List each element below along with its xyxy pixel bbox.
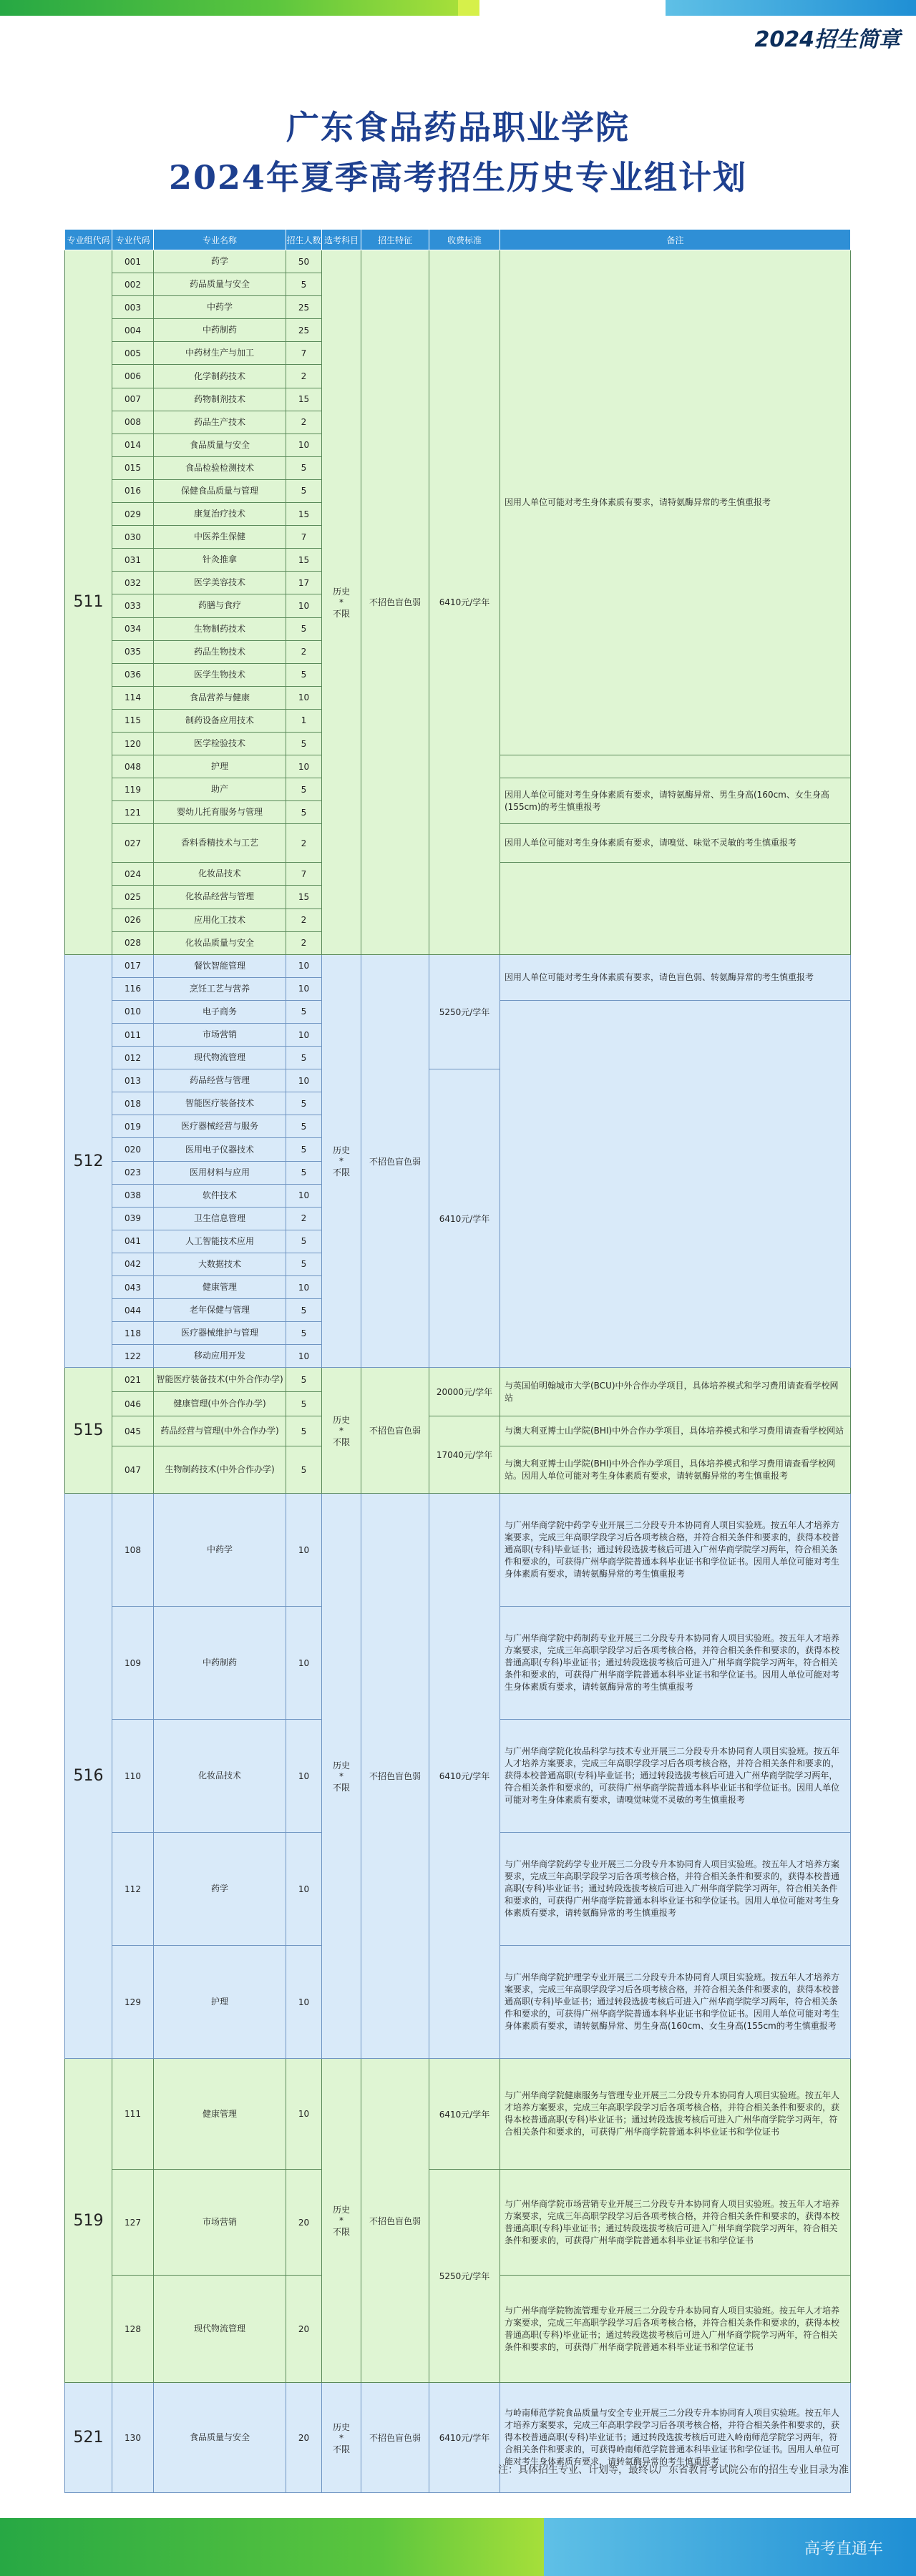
table-header-row <box>65 230 851 250</box>
major-name: 智能医疗装备技术 <box>154 1092 286 1115</box>
major-name: 健康管理 <box>154 1276 286 1299</box>
remark: 与广州华商学院中药学专业开展三二分段专升本协同育人项目实验班。按五年人才培养方案要求，完成三年高职学段学习后各项考核合格，并符合相关条件和要求的，获得本校普通高职(专科)毕业证书；通过转段选拔考核后可进入广州华商学院学习两年，符合相关条件和要求的，可获得广州华商学院普通本科毕业证书和学位证书。因用人单位可能对考生身体素质有要求，请转氨酶异常的考生慎重报考 <box>500 1494 851 1607</box>
major-code: 034 <box>112 617 154 640</box>
remark: 与广州华商学院护理学专业开展三二分段专升本协同育人项目实验班。按五年人才培养方案要求，完成三年高职学段学习后各项考核合格，并符合相关条件和要求的，获得本校普通高职(专科)毕业证书；通过转段选拔考核后可进入广州华商学院学习两年，符合相关条件和要求的，可获得广州华商学院普通本科毕业证书和学位证书。因用人单位可能对考生身体素质有要求，请转氨酶异常、男生身高(160cm、女生身高(155cm的考生慎重报考 <box>500 1946 851 2059</box>
major-name: 针灸推拿 <box>154 549 286 572</box>
major-code: 042 <box>112 1253 154 1275</box>
column-header: 招生特征 <box>361 230 429 250</box>
fee-standard: 6410元/学年 <box>429 2383 500 2493</box>
fee-standard: 6410元/学年 <box>429 1069 500 1368</box>
major-code: 024 <box>112 863 154 886</box>
enroll-count: 10 <box>286 1494 322 1607</box>
major-code: 035 <box>112 640 154 663</box>
table-row <box>65 2170 851 2276</box>
enroll-count: 15 <box>286 503 322 526</box>
enroll-count: 10 <box>286 1720 322 1833</box>
major-code: 015 <box>112 456 154 479</box>
remark: 与广州华商学院药学专业开展三二分段专升本协同育人项目实验班。按五年人才培养方案要求，完成三年高职学段学习后各项考核合格，并符合相关条件和要求的，获得本校普通高职(专科)毕业证书；通过转段选拔考核后可进入广州华商学院学习两年，符合相关条件和要求的，可获得广州华商学院普通本科毕业证书和学位证书。因用人单位可能对考生身体素质有要求，请转氨酶异常的考生慎重报考 <box>500 1833 851 1946</box>
top-banner-blue <box>666 0 916 16</box>
footnote: 注：具体招生专业、计划等，最终以广东省教育考试院公布的招生专业目录为准 <box>498 2464 849 2476</box>
enroll-count: 10 <box>286 1276 322 1299</box>
remark: 与澳大利亚博士山学院(BHI)中外合作办学项目，具体培养模式和学习费用请查看学校网站。因用人单位可能对考生身体素质有要求，请转氨酶异常的考生慎重报考 <box>500 1446 851 1494</box>
major-name: 医疗器械经营与服务 <box>154 1115 286 1138</box>
major-code: 120 <box>112 732 154 755</box>
table-row <box>65 1368 851 1392</box>
major-code: 108 <box>112 1494 154 1607</box>
table-body <box>65 250 851 2493</box>
major-code: 032 <box>112 572 154 594</box>
fee-standard: 5250元/学年 <box>429 2170 500 2383</box>
major-code: 119 <box>112 778 154 801</box>
major-code: 013 <box>112 1069 154 1092</box>
enroll-count: 7 <box>286 342 322 365</box>
watermark: 高考直通车 <box>804 2540 883 2558</box>
major-code: 027 <box>112 824 154 863</box>
enroll-count: 5 <box>286 1299 322 1322</box>
group-code: 512 <box>65 954 112 1368</box>
enroll-count: 2 <box>286 365 322 388</box>
remark-empty <box>500 863 851 954</box>
major-name: 健康管理(中外合作办学) <box>154 1392 286 1416</box>
subject-requirement: 历史 * 不限 <box>322 1494 361 2059</box>
major-name: 餐饮智能管理 <box>154 954 286 977</box>
enroll-count: 10 <box>286 686 322 709</box>
enroll-count: 5 <box>286 1000 322 1023</box>
subject-requirement: 历史 * 不限 <box>322 1368 361 1494</box>
remark: 因用人单位可能对考生身体素质有要求，请色盲色弱、转氨酶异常的考生慎重报考 <box>500 954 851 1000</box>
major-name: 药学 <box>154 1833 286 1946</box>
major-name: 市场营销 <box>154 1024 286 1047</box>
major-name: 药品生产技术 <box>154 411 286 434</box>
major-code: 002 <box>112 273 154 296</box>
major-code: 121 <box>112 801 154 824</box>
remark-empty <box>500 1000 851 1368</box>
enroll-count: 2 <box>286 640 322 663</box>
enroll-count: 5 <box>286 732 322 755</box>
enroll-feature: 不招色盲色弱 <box>361 954 429 1368</box>
major-name: 化学制药技术 <box>154 365 286 388</box>
page-title-line1: 广东食品药品职业学院 <box>286 108 630 147</box>
major-code: 018 <box>112 1092 154 1115</box>
column-header: 选考科目 <box>322 230 361 250</box>
group-code: 516 <box>65 1494 112 2059</box>
enroll-count: 2 <box>286 931 322 954</box>
major-name: 中医养生保健 <box>154 526 286 549</box>
enroll-count: 5 <box>286 1392 322 1416</box>
major-code: 038 <box>112 1184 154 1207</box>
major-code: 122 <box>112 1345 154 1368</box>
major-code: 045 <box>112 1416 154 1446</box>
enroll-count: 2 <box>286 824 322 863</box>
enroll-feature: 不招色盲色弱 <box>361 1368 429 1494</box>
major-code: 019 <box>112 1115 154 1138</box>
major-name: 食品质量与安全 <box>154 434 286 456</box>
column-header: 专业组代码 <box>65 230 112 250</box>
page-title-line2: 2024年夏季高考招生历史专业组计划 <box>168 158 748 197</box>
enroll-count: 5 <box>286 1230 322 1253</box>
enroll-count: 25 <box>286 319 322 342</box>
group-code: 521 <box>65 2383 112 2493</box>
major-code: 028 <box>112 931 154 954</box>
major-name: 中药制药 <box>154 319 286 342</box>
enroll-count: 5 <box>286 479 322 502</box>
enroll-feature: 不招色盲色弱 <box>361 1494 429 2059</box>
major-name: 医疗器械维护与管理 <box>154 1322 286 1345</box>
enroll-count: 20 <box>286 2276 322 2383</box>
enroll-count: 2 <box>286 411 322 434</box>
group-code: 519 <box>65 2059 112 2383</box>
major-name: 移动应用开发 <box>154 1345 286 1368</box>
major-code: 130 <box>112 2383 154 2493</box>
enroll-count: 10 <box>286 594 322 617</box>
enroll-count: 2 <box>286 909 322 931</box>
enroll-count: 5 <box>286 617 322 640</box>
major-name: 化妆品技术 <box>154 1720 286 1833</box>
enroll-count: 10 <box>286 2059 322 2170</box>
fee-standard: 6410元/学年 <box>429 1494 500 2059</box>
major-name: 市场营销 <box>154 2170 286 2276</box>
major-code: 016 <box>112 479 154 502</box>
major-code: 109 <box>112 1607 154 1720</box>
enroll-count: 15 <box>286 388 322 411</box>
major-name: 药物制剂技术 <box>154 388 286 411</box>
fee-standard: 17040元/学年 <box>429 1416 500 1494</box>
major-name: 制药设备应用技术 <box>154 709 286 732</box>
major-code: 031 <box>112 549 154 572</box>
major-code: 039 <box>112 1207 154 1230</box>
major-code: 048 <box>112 755 154 778</box>
column-header: 专业名称 <box>154 230 286 250</box>
fee-standard: 5250元/学年 <box>429 954 500 1069</box>
enroll-count: 5 <box>286 1115 322 1138</box>
fee-standard: 6410元/学年 <box>429 2059 500 2170</box>
major-code: 008 <box>112 411 154 434</box>
major-name: 康复治疗技术 <box>154 503 286 526</box>
enroll-count: 10 <box>286 1345 322 1368</box>
major-code: 043 <box>112 1276 154 1299</box>
bottom-banner-green <box>0 2518 544 2576</box>
major-name: 现代物流管理 <box>154 2276 286 2383</box>
enroll-count: 10 <box>286 977 322 1000</box>
major-code: 026 <box>112 909 154 931</box>
major-name: 助产 <box>154 778 286 801</box>
major-name: 生物制药技术 <box>154 617 286 640</box>
major-name: 药品经营与管理 <box>154 1069 286 1092</box>
group-code: 511 <box>65 250 112 955</box>
major-name: 食品检验检测技术 <box>154 456 286 479</box>
subject-requirement: 历史 * 不限 <box>322 250 361 955</box>
major-code: 110 <box>112 1720 154 1833</box>
remark: 与英国伯明翰城市大学(BCU)中外合作办学项目，具体培养模式和学习费用请查看学校网站 <box>500 1368 851 1416</box>
major-code: 006 <box>112 365 154 388</box>
major-name: 医学生物技术 <box>154 663 286 686</box>
enroll-count: 10 <box>286 1607 322 1720</box>
major-code: 116 <box>112 977 154 1000</box>
remark: 与岭南师范学院食品质量与安全专业开展三二分段专升本协同育人项目实验班。按五年人才培养方案要求，完成三年高职学段学习后各项考核合格，并符合相关条件和要求的，获得本校普通高职(专科)毕业证书；通过转段选拔考核后可进入岭南师范学院学习两年，符合相关条件和要求的，可获得岭南师范学院普通本科毕业证书和学位证书。因用人单位可能对考生身体素质有要求，请转氨酶异常的考生慎重报考 <box>500 2383 851 2493</box>
subject-requirement: 历史 * 不限 <box>322 2383 361 2493</box>
enroll-count: 5 <box>286 1138 322 1161</box>
enroll-count: 5 <box>286 1092 322 1115</box>
major-name: 大数据技术 <box>154 1253 286 1275</box>
column-header: 收费标准 <box>429 230 500 250</box>
enroll-count: 10 <box>286 1024 322 1047</box>
major-code: 010 <box>112 1000 154 1023</box>
enroll-feature: 不招色盲色弱 <box>361 250 429 955</box>
major-name: 保健食品质量与管理 <box>154 479 286 502</box>
table-row <box>65 1494 851 1607</box>
remark: 因用人单位可能对考生身体素质有要求，请特氨酶异常、男生身高(160cm、女生身高(155cm)的考生慎重报考 <box>500 778 851 824</box>
enroll-count: 20 <box>286 2383 322 2493</box>
major-name: 护理 <box>154 1946 286 2059</box>
major-name: 卫生信息管理 <box>154 1207 286 1230</box>
major-code: 114 <box>112 686 154 709</box>
major-name: 药学 <box>154 250 286 273</box>
major-code: 023 <box>112 1161 154 1184</box>
major-code: 021 <box>112 1368 154 1392</box>
enroll-feature: 不招色盲色弱 <box>361 2059 429 2383</box>
major-code: 012 <box>112 1047 154 1069</box>
major-code: 030 <box>112 526 154 549</box>
major-name: 香料香精技术与工艺 <box>154 824 286 863</box>
major-code: 129 <box>112 1946 154 2059</box>
enroll-count: 5 <box>286 801 322 824</box>
enroll-count: 7 <box>286 863 322 886</box>
enroll-count: 5 <box>286 1253 322 1275</box>
remark: 与广州华商学院健康服务与管理专业开展三二分段专升本协同育人项目实验班。按五年人才培养方案要求，完成三年高职学段学习后各项考核合格，并符合相关条件和要求的，获得本校普通高职(专科)毕业证书；通过转段选拔考核后可进入广州华商学院学习两年，符合相关条件和要求的，可获得广州华商学院普通本科毕业证书和学位证书 <box>500 2059 851 2170</box>
remark: 与广州华商学院中药制药专业开展三二分段专升本协同育人项目实验班。按五年人才培养方案要求，完成三年高职学段学习后各项考核合格，并符合相关条件和要求的，获得本校普通高职(专科)毕业证书；通过转段选拔考核后可进入广州华商学院学习两年，符合相关条件和要求的，可获得广州华商学院普通本科毕业证书和学位证书。因用人单位可能对考生身体素质有要求，请转氨酶异常的考生慎重报考 <box>500 1607 851 1720</box>
major-code: 118 <box>112 1322 154 1345</box>
major-code: 007 <box>112 388 154 411</box>
enroll-count: 5 <box>286 778 322 801</box>
major-code: 041 <box>112 1230 154 1253</box>
remark: 与广州华商学院市场营销专业开展三二分段专升本协同育人项目实验班。按五年人才培养方案要求，完成三年高职学段学习后各项考核合格，并符合相关条件和要求的，获得本校普通高职(专科)毕业证书；通过转段选拔考核后可进入广州华商学院学习两年，符合相关条件和要求的，可获得广州华商学院普通本科毕业证书和学位证书 <box>500 2170 851 2276</box>
major-name: 药膳与食疗 <box>154 594 286 617</box>
major-name: 医学美容技术 <box>154 572 286 594</box>
subject-requirement: 历史 * 不限 <box>322 2059 361 2383</box>
major-name: 现代物流管理 <box>154 1047 286 1069</box>
header-label: 2024招生简章 <box>754 27 900 52</box>
remark: 与广州华商学院物流管理专业开展三二分段专升本协同育人项目实验班。按五年人才培养方案要求，完成三年高职学段学习后各项考核合格，并符合相关条件和要求的，获得本校普通高职(专科)毕业证书；通过转段选拔考核后可进入广州华商学院学习两年，符合相关条件和要求的，可获得广州华商学院普通本科毕业证书和学位证书 <box>500 2276 851 2383</box>
major-name: 食品质量与安全 <box>154 2383 286 2493</box>
major-code: 036 <box>112 663 154 686</box>
major-name: 药品质量与安全 <box>154 273 286 296</box>
enroll-count: 10 <box>286 1946 322 2059</box>
enroll-count: 10 <box>286 1833 322 1946</box>
major-name: 中药学 <box>154 296 286 319</box>
remark: 与澳大利亚博士山学院(BHI)中外合作办学项目，具体培养模式和学习费用请查看学校网站 <box>500 1416 851 1446</box>
enroll-count: 5 <box>286 273 322 296</box>
major-code: 029 <box>112 503 154 526</box>
enroll-count: 50 <box>286 250 322 273</box>
major-code: 001 <box>112 250 154 273</box>
major-name: 化妆品质量与安全 <box>154 931 286 954</box>
fee-standard: 20000元/学年 <box>429 1368 500 1416</box>
major-name: 电子商务 <box>154 1000 286 1023</box>
major-name: 中药学 <box>154 1494 286 1607</box>
column-header: 专业代码 <box>112 230 154 250</box>
enroll-count: 20 <box>286 2170 322 2276</box>
enroll-count: 5 <box>286 1161 322 1184</box>
group-code: 515 <box>65 1368 112 1494</box>
enroll-count: 10 <box>286 954 322 977</box>
table-row <box>65 2059 851 2170</box>
major-code: 046 <box>112 1392 154 1416</box>
column-header: 备注 <box>500 230 851 250</box>
enroll-count: 10 <box>286 755 322 778</box>
major-code: 033 <box>112 594 154 617</box>
enroll-count: 5 <box>286 663 322 686</box>
enroll-count: 5 <box>286 1416 322 1446</box>
enroll-count: 15 <box>286 549 322 572</box>
enroll-count: 25 <box>286 296 322 319</box>
subject-requirement: 历史 * 不限 <box>322 954 361 1368</box>
major-code: 020 <box>112 1138 154 1161</box>
enroll-count: 5 <box>286 1446 322 1494</box>
major-name: 医用电子仪器技术 <box>154 1138 286 1161</box>
enroll-count: 10 <box>286 1184 322 1207</box>
enroll-count: 5 <box>286 456 322 479</box>
column-header: 招生人数 <box>286 230 322 250</box>
major-code: 014 <box>112 434 154 456</box>
major-name: 健康管理 <box>154 2059 286 2170</box>
enroll-feature: 不招色盲色弱 <box>361 2383 429 2493</box>
major-name: 烹饪工艺与营养 <box>154 977 286 1000</box>
major-name: 中药材生产与加工 <box>154 342 286 365</box>
enroll-count: 17 <box>286 572 322 594</box>
major-code: 112 <box>112 1833 154 1946</box>
major-code: 044 <box>112 1299 154 1322</box>
enroll-count: 15 <box>286 886 322 909</box>
remark-empty <box>500 755 851 778</box>
enroll-count: 5 <box>286 1047 322 1069</box>
major-code: 047 <box>112 1446 154 1494</box>
enroll-count: 5 <box>286 1322 322 1345</box>
major-code: 115 <box>112 709 154 732</box>
major-name: 药品经营与管理(中外合作办学) <box>154 1416 286 1446</box>
enroll-count: 10 <box>286 1069 322 1092</box>
major-name: 食品营养与健康 <box>154 686 286 709</box>
top-banner-green <box>0 0 458 16</box>
enroll-count: 1 <box>286 709 322 732</box>
major-code: 011 <box>112 1024 154 1047</box>
enroll-count: 7 <box>286 526 322 549</box>
major-name: 药品生物技术 <box>154 640 286 663</box>
table-row <box>65 954 851 977</box>
major-name: 人工智能技术应用 <box>154 1230 286 1253</box>
enroll-count: 2 <box>286 1207 322 1230</box>
major-name: 化妆品技术 <box>154 863 286 886</box>
major-name: 医学检验技术 <box>154 732 286 755</box>
top-banner-accent <box>458 0 479 16</box>
major-name: 医用材料与应用 <box>154 1161 286 1184</box>
major-code: 017 <box>112 954 154 977</box>
major-name: 生物制药技术(中外合作办学) <box>154 1446 286 1494</box>
major-name: 化妆品经营与管理 <box>154 886 286 909</box>
plan-table <box>64 229 851 2493</box>
major-name: 中药制药 <box>154 1607 286 1720</box>
major-name: 老年保健与管理 <box>154 1299 286 1322</box>
major-code: 111 <box>112 2059 154 2170</box>
major-code: 025 <box>112 886 154 909</box>
major-name: 应用化工技术 <box>154 909 286 931</box>
major-name: 智能医疗装备技术(中外合作办学) <box>154 1368 286 1392</box>
table-row <box>65 250 851 273</box>
remark: 因用人单位可能对考生身体素质有要求，请嗅觉、味觉不灵敏的考生慎重报考 <box>500 824 851 863</box>
major-name: 婴幼儿托育服务与管理 <box>154 801 286 824</box>
remark: 因用人单位可能对考生身体素质有要求，请特氨酶异常的考生慎重报考 <box>500 250 851 755</box>
major-name: 护理 <box>154 755 286 778</box>
fee-standard: 6410元/学年 <box>429 250 500 955</box>
enroll-count: 10 <box>286 434 322 456</box>
enroll-count: 5 <box>286 1368 322 1392</box>
major-code: 128 <box>112 2276 154 2383</box>
major-code: 005 <box>112 342 154 365</box>
remark: 与广州华商学院化妆品科学与技术专业开展三二分段专升本协同育人项目实验班。按五年人才培养方案要求，完成三年高职学段学习后各项考核合格，并符合相关条件和要求的，获得本校普通高职(专科)毕业证书；通过转段选拔考核后可进入广州华商学院学习两年，符合相关条件和要求的，可获得广州华商学院普通本科毕业证书和学位证书。因用人单位可能对考生身体素质有要求，请嗅觉味觉不灵敏的考生慎重报考 <box>500 1720 851 1833</box>
major-code: 003 <box>112 296 154 319</box>
table-row <box>65 1416 851 1446</box>
major-code: 004 <box>112 319 154 342</box>
major-code: 127 <box>112 2170 154 2276</box>
major-name: 软件技术 <box>154 1184 286 1207</box>
